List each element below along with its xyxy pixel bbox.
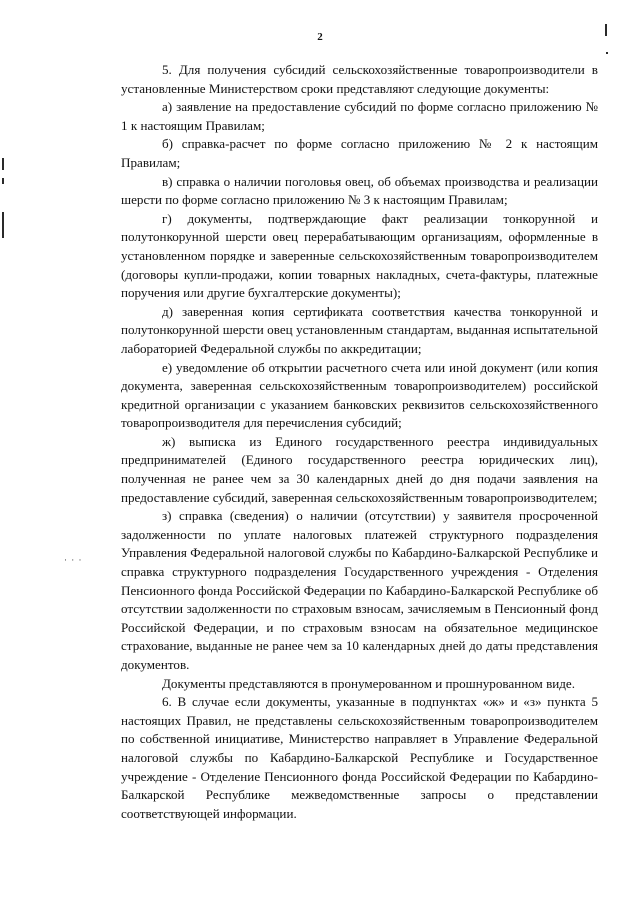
- item-g: г) документы, подтверждающие факт реализации тонкорунной и полутонкорунной шерсти овец перерабатывающим организациям, оформленные в установленном порядке и заверенные сельскохозяйственным товаропроизводителем (договоры купли-продажи, копии товарных накладных, счета-фактуры, платежные поручения или другие бухгалтерские документы);: [121, 210, 598, 301]
- paragraph-5-intro: 5. Для получения субсидий сельскохозяйственные товаропроизводители в установленные Министерством сроки представляют следующие документы:: [121, 62, 598, 96]
- scan-mark-left-2: [2, 178, 4, 184]
- item-zh: ж) выписка из Единого государственного реестра индивидуальных предпринимателей (Единого государственного реестра юридических лиц), полученная не ранее чем за 30 календарных дней до дня подачи заявления на предоставление субсидий, заверенная сельскохозяйственным товаропроизводителем;: [121, 433, 598, 505]
- scan-mark-left-1: [2, 158, 4, 170]
- item-b: б) справка-расчет по форме согласно приложению № 2 к настоящим Правилам;: [121, 136, 598, 170]
- item-v: в) справка о наличии поголовья овец, об объемах производства и реализации шерсти по форме согласно приложению № 3 к настоящим Правилам;: [121, 173, 598, 208]
- page-number: 2: [317, 31, 323, 43]
- item-z: з) справка (сведения) о наличии (отсутствии) у заявителя просроченной задолженности по уплате налоговых платежей структурного подразделения Управления Федеральной налоговой службы по Кабардино-Балкарской Республике и справка структурного подразделения Государственного учреждения - Отделения Пенсионного фонда Российской Федерации по Кабардино-Балкарской Республике об отсутствии задолженности по страховым взносам, зачисляемым в Пенсионный фонд Российской Федерации, и по страховым взносам на обязательное медицинское страхование, выданные не ранее чем за 10 календарных дней до даты представления документов.: [121, 508, 598, 672]
- item-e: е) уведомление об открытии расчетного счета или иной документ (или копия документа, заверенная сельскохозяйственным товаропроизводителем) российской кредитной организации с указанием банковских реквизитов сельскохозяйственного товаропроизводителя для перечисления субсидий;: [121, 359, 598, 431]
- scan-mark-right-dot: [606, 52, 608, 54]
- paragraph-6: 6. В случае если документы, указанные в подпунктах «ж» и «з» пункта 5 настоящих Правил, не представлены сельскохозяйственным товаропроизводителем по собственной инициативе, Министерство направляет в Управление Федеральной налоговой службы по Кабардино-Балкарской Республике и Государственное учреждение - Отделение Пенсионного фонда Российской Федерации по Кабардино-Балкарской Республике межведомственные запросы о представлении соответствующей информации.: [121, 694, 598, 821]
- documents-note: Документы представляются в пронумерованном и прошнурованном виде.: [162, 675, 576, 691]
- item-d: д) заверенная копия сертификата соответствия качества тонкорунной и полутонкорунной шерсти овец установленным стандартам, выданная испытательной лабораторией Федеральной службы по аккредитации;: [121, 303, 598, 356]
- scan-mark-dots: · · ·: [64, 555, 83, 565]
- scan-mark-left-3: [2, 212, 4, 238]
- item-a: а) заявление на предоставление субсидий по форме согласно приложению № 1 к настоящим Правилам;: [121, 99, 598, 133]
- document-body: [121, 61, 598, 823]
